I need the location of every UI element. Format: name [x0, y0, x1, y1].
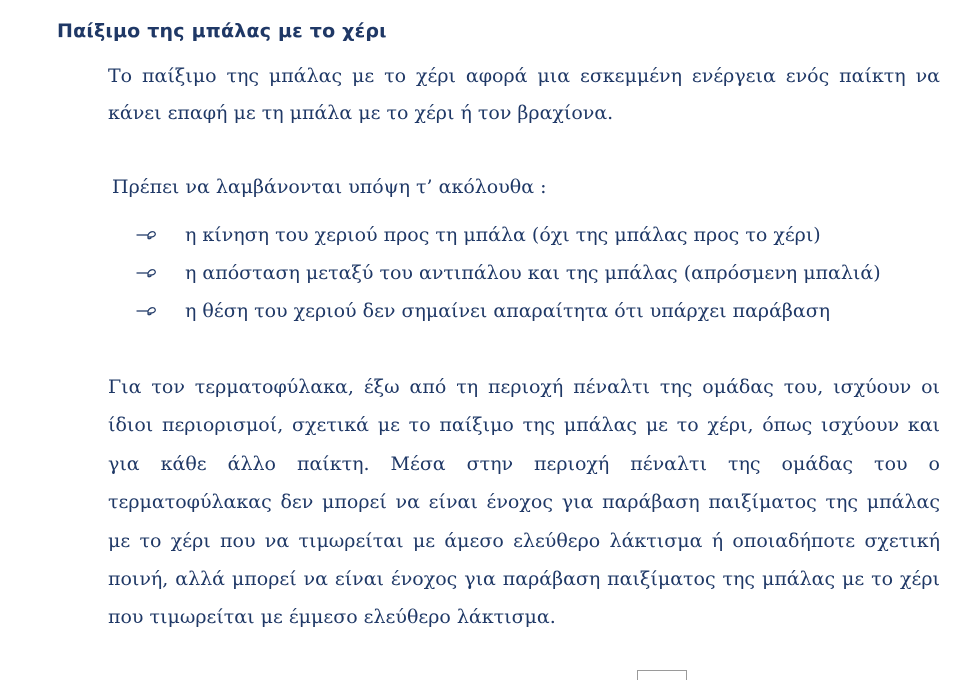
- list-item-text: η κίνηση του χεριού προς τη μπάλα (όχι της μπάλας προς το χέρι): [185, 224, 821, 246]
- pointing-hand-icon: [130, 305, 185, 317]
- page-number-box: [637, 670, 687, 680]
- pointing-hand-icon: [130, 229, 185, 241]
- considerations-list: [130, 216, 881, 330]
- paragraph-goalkeeper: Για τον τερματοφύλακα, έξω από τη περιοχή πέναλτι της ομάδας του, ισχύουν οι ίδιοι περιορισμοί, σχετικά με το παίξιμο της μπάλας με το χέρι, όπως ισχύουν και για κάθε άλλο παίκτη. Μέσα στην περιοχή πέναλτι της ομάδας του ο τερματοφύλακας δεν μπορεί να είναι ένοχος για παράβαση παιξίματος της μπάλας με το χέρι που να τιμωρείται με άμεσο ελεύθερο λάκτισμα ή οποιαδήποτε σχετική ποινή, αλλά μπορεί να είναι ένοχος για παράβαση παιξίματος της μπάλας με το χέρι που τιμωρείται με έμμεσο ελεύθερο λάκτισμα.: [108, 376, 940, 629]
- list-item-text: η απόσταση μεταξύ του αντιπάλου και της μπάλας (απρόσμενη μπαλιά): [185, 262, 881, 284]
- list-item-text: η θέση του χεριού δεν σημαίνει απαραίτητα ότι υπάρχει παράβαση: [185, 300, 831, 322]
- list-item: [130, 254, 881, 292]
- list-item: [130, 292, 881, 330]
- paragraph-definition: Το παίξιμο της μπάλας με το χέρι αφορά μια εσκεμμένη ενέργεια ενός παίκτη να κάνει επαφή με τη μπάλα με το χέρι ή τον βραχίονα.: [108, 65, 940, 124]
- pointing-hand-icon: [130, 267, 185, 279]
- considerations-intro: Πρέπει να λαμβάνονται υπόψη τ’ ακόλουθα :: [112, 176, 547, 198]
- list-item: [130, 216, 881, 254]
- section-heading: Παίξιμο της μπάλας με το χέρι: [57, 20, 387, 42]
